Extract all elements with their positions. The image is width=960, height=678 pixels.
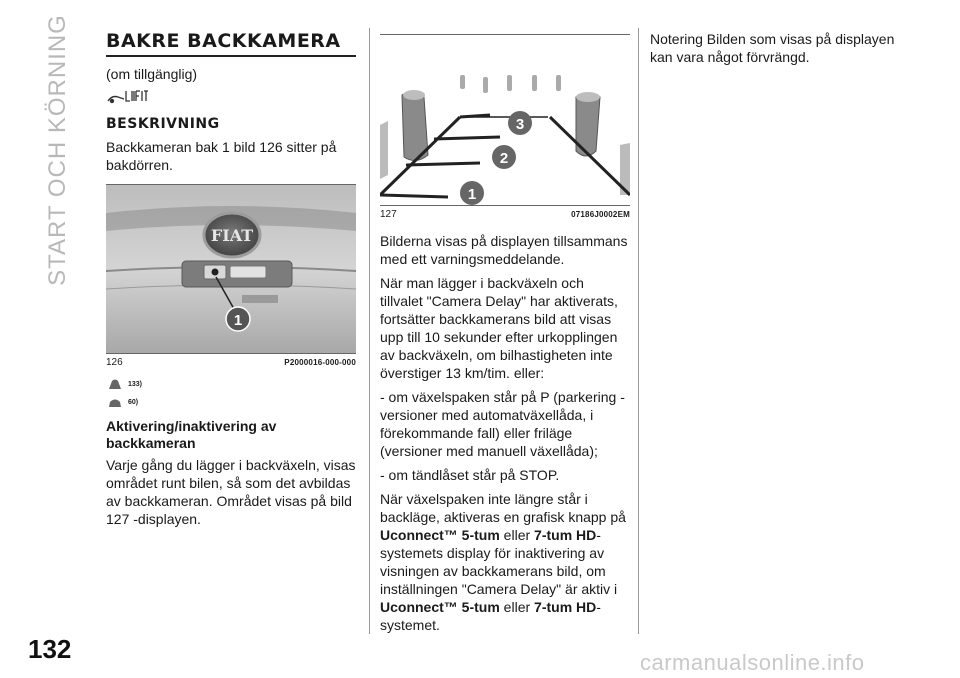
svg-text:2: 2 [499,150,509,167]
figure-127-caption [380,209,630,220]
paragraph-3: - om växelspaken står på P (parkering - versioner med automatväxellåda, i förekommande fall) eller friläge (versioner med manuell växellåda); [380,389,625,459]
description-text: Backkameran bak 1 bild 126 sitter på bakdörren. [106,139,337,173]
reference-caution: 60) [108,396,356,408]
column-divider-right [638,28,639,634]
figure-code: 07186J0002EM [571,210,630,219]
rear-camera-photo [106,185,356,353]
watermark: carmanualsonline.info [640,650,865,675]
distance-marker-3 [508,111,532,135]
paragraph-5: När växelspaken inte längre står i backläge, aktiveras en grafisk knapp på Uconnect™ 5-tum eller 7-tum HD-systemets display för inaktivering av visningen av backkamerans bild, om inställningen "Camera Delay" är aktiv i Uconnect™ 5-tum eller 7-tum HD-systemet. [380,491,626,633]
camera-lens-icon [212,269,219,276]
paragraph-4: - om tändlåset står på STOP. [380,467,560,483]
figure-126-caption [106,357,356,368]
figure-127 [380,34,630,220]
section-heading: BAKRE BACKKAMERA [106,30,341,52]
reference-warning: 133) [108,378,356,390]
svg-text:1: 1 [233,312,243,329]
heading-rule [106,55,356,57]
activation-heading: Aktivering/inaktivering av backkameran [106,418,277,451]
figure-number: 126 [106,357,123,368]
figure-number: 127 [380,209,397,220]
figure-code: P2000016-000-000 [284,358,356,367]
figure-126 [106,184,356,368]
paragraph-1: Bilderna visas på displayen tillsammans med ett varningsmeddelande. [380,233,628,267]
warning-hand-icon [108,378,122,390]
equipment-icon [106,87,356,110]
distance-marker-1 [460,181,484,205]
note-text: Notering Bilden som visas på displayen kan vara något förvrängd. [650,31,895,65]
availability-note: (om tillgänglig) [106,66,198,82]
car-caution-icon [108,396,122,408]
column-3 [650,28,920,72]
camera-display-diagram [380,35,630,205]
reference-list [106,378,356,408]
paragraph-2: När man lägger i backväxeln och tillvalet "Camera Delay" har aktiverats, fortsätter backkamerans bild att visas upp till 10 sekunder efter urkopplingen av backväxeln, om bilhastigheten inte överstiger 13 km/tim. eller: [380,275,618,381]
distance-marker-2 [492,145,516,169]
svg-text:3: 3 [515,116,525,133]
activation-text: Varje gång du lägger i backväxeln, visas området runt bilen, så som det avbildas av backkameran. Området visas på bild 127 -displayen. [106,457,356,527]
svg-text:1: 1 [467,186,477,203]
page-number: 132 [28,634,72,664]
column-1 [106,28,356,534]
column-2 [380,28,630,640]
chapter-title: START OCH KÖRNING [44,14,72,286]
subheading-description: BESKRIVNING [106,116,220,132]
badge-label: FIAT [210,226,254,245]
column-divider-left [369,28,370,634]
